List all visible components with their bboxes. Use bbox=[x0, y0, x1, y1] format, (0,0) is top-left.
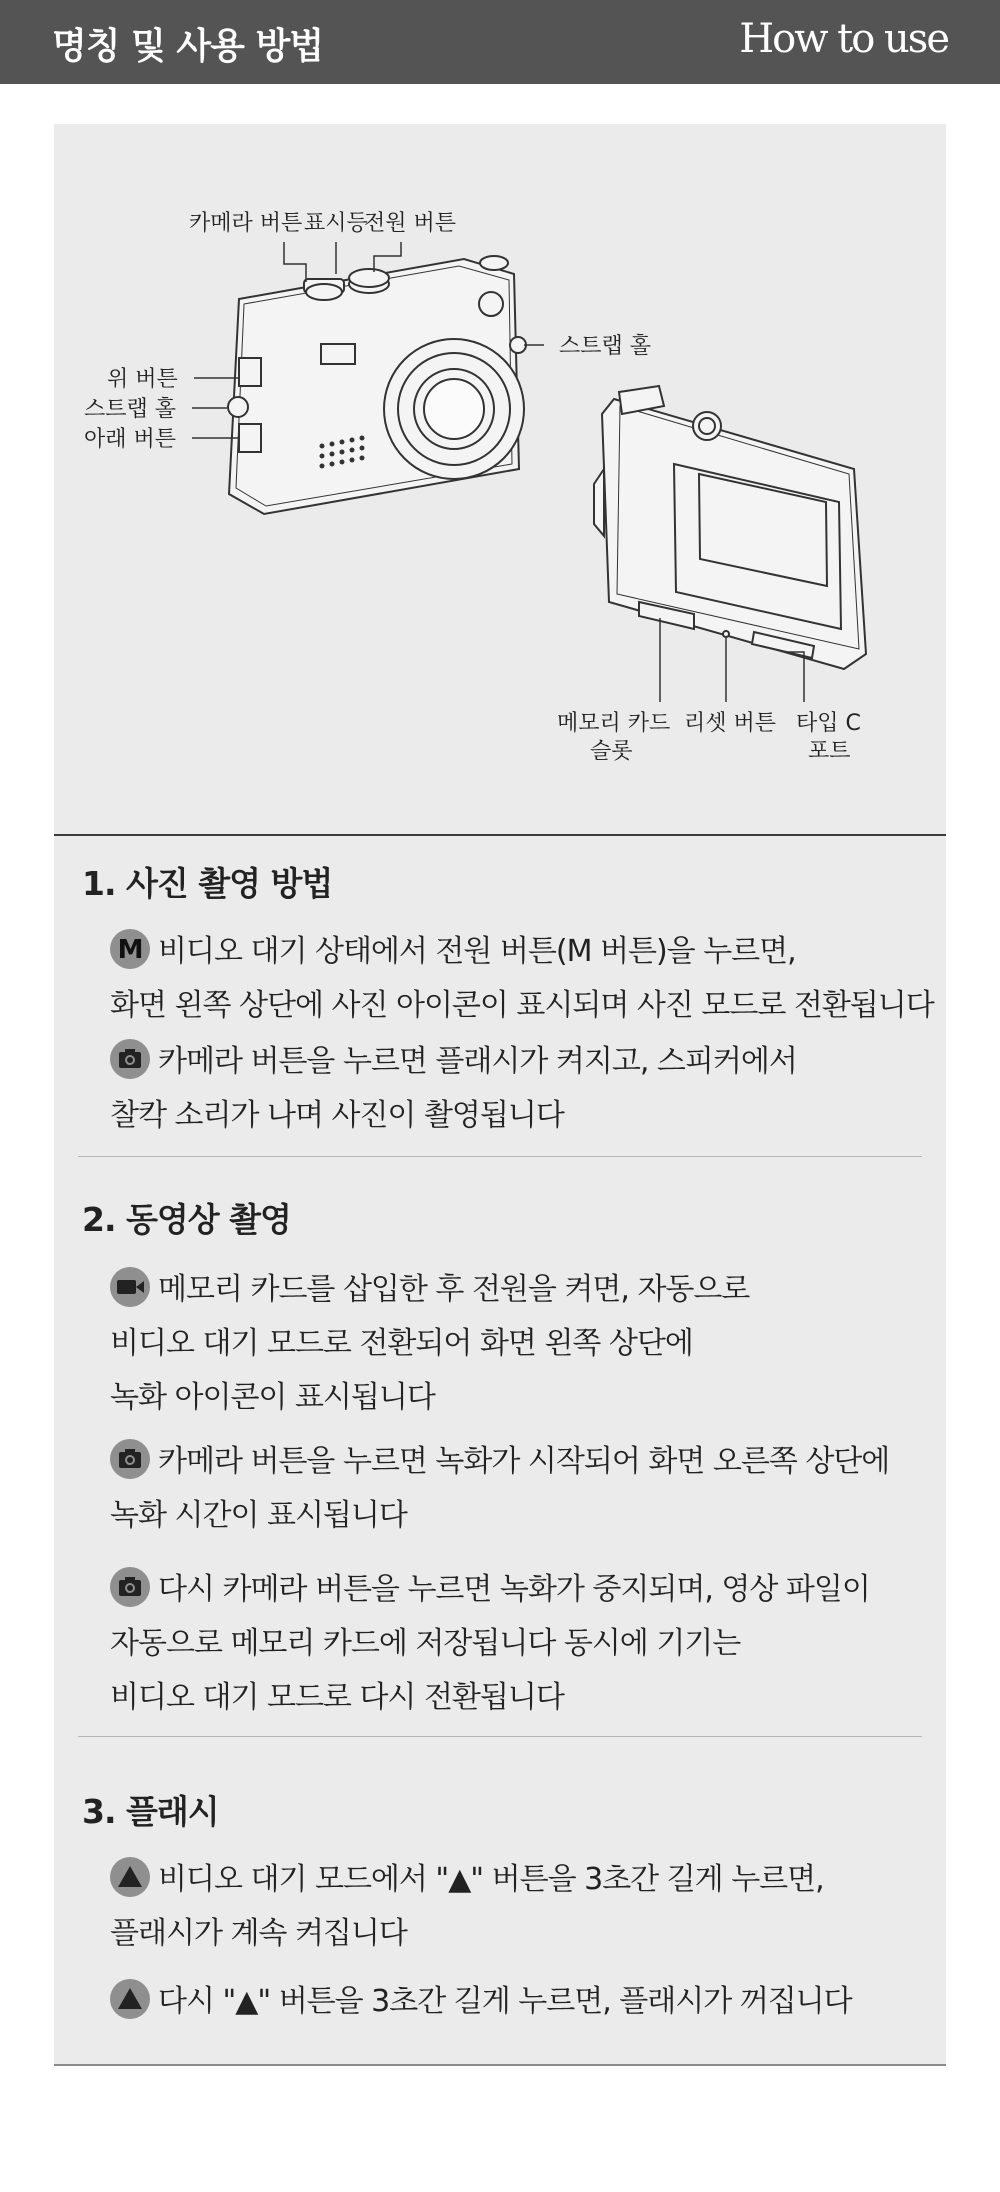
m-button-icon bbox=[110, 929, 150, 969]
camera-icon bbox=[110, 1439, 150, 1479]
section-title-photo: 1. 사진 촬영 방법 bbox=[82, 864, 333, 903]
section3-line3: 다시 "▲" 버튼을 3초간 길게 누르면, 플래시가 꺼집니다 bbox=[110, 1976, 852, 2020]
section1-line1: M 비디오 대기 상태에서 전원 버튼(M 버튼)을 누르면, bbox=[110, 926, 796, 970]
section-title-video: 2. 동영상 촬영 bbox=[82, 1200, 291, 1239]
camera-icon bbox=[110, 1039, 150, 1079]
section2-line4: 카메라 버튼을 누르면 녹화가 시작되어 화면 오른쪽 상단에 bbox=[110, 1436, 889, 1480]
section-title-flash: 3. 플래시 bbox=[82, 1792, 219, 1831]
camera-icon bbox=[110, 1567, 150, 1607]
section1-line3: 카메라 버튼을 누르면 플래시가 켜지고, 스피커에서 bbox=[110, 1036, 797, 1080]
section1-line4: 찰칵 소리가 나며 사진이 촬영됩니다 bbox=[110, 1098, 564, 1133]
section-divider bbox=[54, 834, 946, 836]
header-bar bbox=[0, 0, 1000, 84]
section2-line2: 비디오 대기 모드로 전환되어 화면 왼쪽 상단에 bbox=[110, 1326, 693, 1361]
label-typec: 타입 C bbox=[796, 711, 861, 736]
page-title: 명칭 및 사용 방법 bbox=[52, 26, 324, 67]
label-down-button: 아래 버튼 bbox=[84, 427, 177, 452]
page-subtitle: How to use bbox=[739, 16, 948, 62]
label-strap-hole-left: 스트랩 홀 bbox=[84, 397, 177, 422]
section2-line1: 메모리 카드를 삽입한 후 전원을 켜면, 자동으로 bbox=[110, 1264, 749, 1308]
label-power-button: 전원 버튼 bbox=[364, 211, 457, 236]
label-typec-2: 포트 bbox=[808, 739, 851, 764]
label-camera-button: 카메라 버튼 bbox=[189, 211, 303, 236]
camera-diagram bbox=[54, 124, 946, 834]
section3-line2: 플래시가 계속 켜집니다 bbox=[110, 1916, 407, 1951]
label-memory-slot-2: 슬롯 bbox=[590, 739, 633, 764]
section-divider bbox=[78, 1736, 922, 1737]
section2-line3: 녹화 아이콘이 표시됩니다 bbox=[110, 1380, 435, 1415]
content-panel bbox=[54, 124, 946, 2066]
camera-front-illustration bbox=[228, 256, 526, 514]
video-icon bbox=[110, 1267, 150, 1307]
up-triangle-icon bbox=[110, 1979, 150, 2019]
label-up-button: 위 버튼 bbox=[107, 367, 178, 392]
section1-line2: 화면 왼쪽 상단에 사진 아이콘이 표시되며 사진 모드로 전환됩니다 bbox=[110, 988, 934, 1023]
label-reset-button: 리셋 버튼 bbox=[684, 711, 777, 736]
section-divider bbox=[78, 1156, 922, 1157]
section2-line8: 비디오 대기 모드로 다시 전환됩니다 bbox=[110, 1680, 564, 1715]
label-memory-slot: 메모리 카드 bbox=[557, 711, 671, 736]
camera-back-illustration bbox=[594, 124, 866, 669]
label-strap-hole-right: 스트랩 홀 bbox=[559, 334, 652, 359]
label-indicator: 표시등 bbox=[304, 211, 368, 236]
section2-line7: 자동으로 메모리 카드에 저장됩니다 동시에 기기는 bbox=[110, 1626, 741, 1661]
section2-line5: 녹화 시간이 표시됩니다 bbox=[110, 1498, 407, 1533]
section2-line6: 다시 카메라 버튼을 누르면 녹화가 중지되며, 영상 파일이 bbox=[110, 1564, 870, 1608]
up-triangle-icon bbox=[110, 1857, 150, 1897]
section3-line1: 비디오 대기 모드에서 "▲" 버튼을 3초간 길게 누르면, bbox=[110, 1854, 824, 1898]
svg-text:M: M bbox=[117, 935, 143, 965]
